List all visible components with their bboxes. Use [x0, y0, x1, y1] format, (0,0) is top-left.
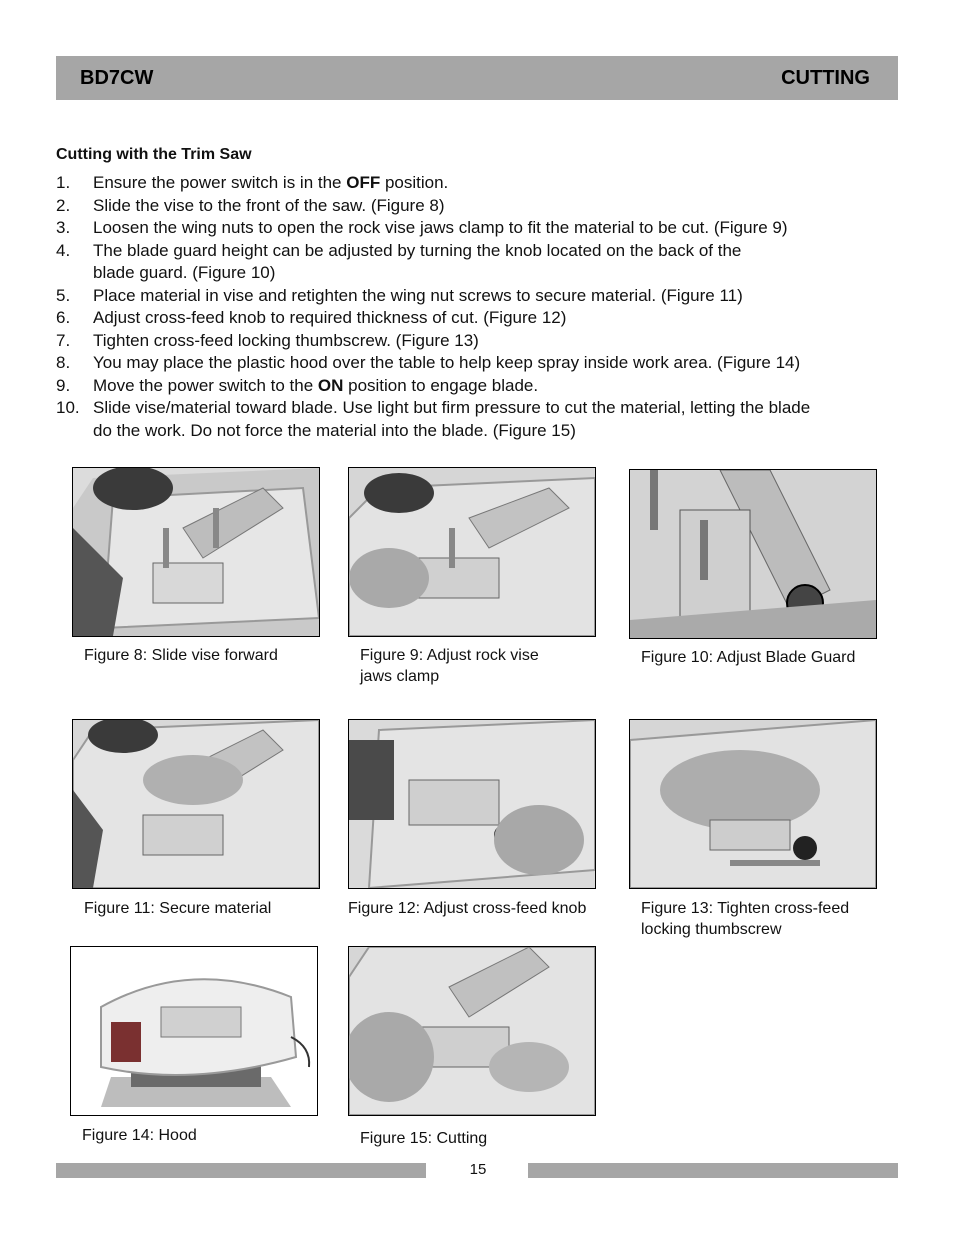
- figure-12-caption: Figure 12: Adjust cross-feed knob: [348, 900, 587, 917]
- step-text: The blade guard height can be adjusted by turning the knob located on the back of the blade guard. (Figure 10): [93, 240, 742, 282]
- figure-12-photo: [348, 719, 596, 889]
- step-number: 4.: [56, 240, 71, 260]
- section-name: CUTTING: [781, 67, 870, 89]
- figure-13-photo: [629, 719, 877, 889]
- step-item: [56, 285, 896, 308]
- step-item: [56, 397, 896, 442]
- step-text: Place material in vise and retighten the wing nut screws to secure material. (Figure 11): [93, 285, 743, 305]
- step-item: [56, 195, 896, 218]
- header-bar: [56, 56, 898, 100]
- step-item: [56, 330, 896, 353]
- figure-10-photo: [629, 469, 877, 639]
- section-title: Cutting with the Trim Saw: [56, 146, 252, 163]
- step-number: 6.: [56, 308, 71, 327]
- figure-11-caption: Figure 11: Secure material: [84, 900, 272, 917]
- step-number: 1.: [56, 173, 71, 192]
- step-text: Slide the vise to the front of the saw. (Figure 8): [93, 195, 445, 215]
- step-item: [56, 307, 896, 330]
- figure-8-caption: Figure 8: Slide vise forward: [84, 647, 278, 664]
- step-number: 8.: [56, 353, 71, 372]
- step-number: 9.: [56, 375, 71, 395]
- figure-10-caption: Figure 10: Adjust Blade Guard: [641, 649, 856, 666]
- figure-15-caption: Figure 15: Cutting: [360, 1130, 488, 1147]
- figure-13-caption: Figure 13: Tighten cross-feed locking thumbscrew: [641, 900, 850, 938]
- figure-9-caption: Figure 9: Adjust rock vise jaws clamp: [360, 647, 539, 685]
- step-text: Move the power switch to the ON position to engage blade.: [93, 375, 539, 395]
- step-item: [56, 240, 896, 285]
- footer-bar-left: [56, 1163, 426, 1178]
- step-number: 7.: [56, 330, 71, 350]
- step-item: [56, 375, 896, 398]
- figure-15-photo: [348, 946, 596, 1116]
- step-number: 2.: [56, 195, 71, 215]
- step-text: Ensure the power switch is in the OFF position.: [93, 173, 449, 192]
- page-number: 15: [469, 1161, 487, 1178]
- figure-14-caption: Figure 14: Hood: [82, 1127, 197, 1144]
- figure-9-photo: [348, 467, 596, 637]
- step-item: [56, 172, 896, 195]
- step-number: 5.: [56, 285, 71, 305]
- step-text: Tighten cross-feed locking thumbscrew. (Figure 13): [93, 330, 479, 350]
- step-item: [56, 352, 896, 375]
- step-text: Adjust cross-feed knob to required thickness of cut. (Figure 12): [93, 308, 567, 327]
- step-text: Loosen the wing nuts to open the rock vise jaws clamp to fit the material to be cut. (Figure 9): [93, 218, 788, 237]
- step-number: 3.: [56, 218, 71, 237]
- footer-bar-right: [528, 1163, 898, 1178]
- model-name: BD7CW: [80, 67, 154, 89]
- figure-8-photo: [72, 467, 320, 637]
- figure-14-photo: [70, 946, 318, 1116]
- step-text: Slide vise/material toward blade. Use light but firm pressure to cut the material, letting the blade do the work. Do not force the material into the blade. (Figure 15): [93, 398, 811, 440]
- step-number: 10.: [56, 398, 80, 417]
- step-text: You may place the plastic hood over the table to help keep spray inside work area. (Figure 14): [93, 353, 801, 372]
- figure-11-photo: [72, 719, 320, 889]
- step-item: [56, 217, 896, 240]
- steps-list: [56, 172, 896, 442]
